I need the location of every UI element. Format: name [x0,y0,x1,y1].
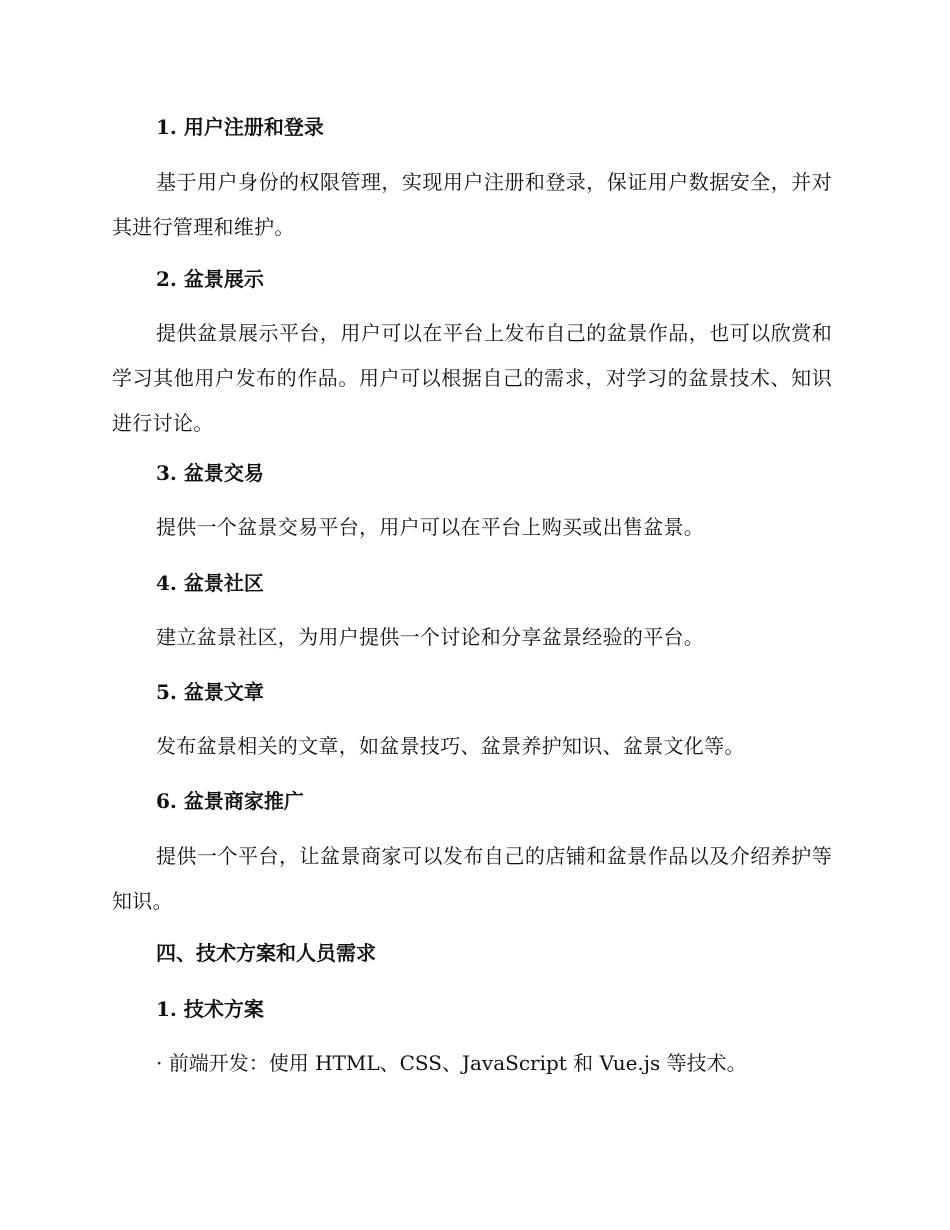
section-paragraph: 提供盆景展示平台，用户可以在平台上发布自己的盆景作品，也可以欣赏和学习其他用户发布的作品。用户可以根据自己的需求，对学习的盆景技术、知识进行讨论。 [112,321,832,435]
section-heading: 3. 盆景交易 [156,461,264,485]
section-bonsai-community-body [112,615,832,660]
section-heading: 1. 用户注册和登录 [156,115,324,139]
section-heading: 2. 盆景展示 [156,267,264,291]
tech-bullet-frontend: · 前端开发：使用 HTML、CSS、JavaScript 和 Vue.js 等技术。 [156,1051,747,1075]
tech-heading: 1. 技术方案 [156,997,264,1021]
tech-bullet-block [112,1048,832,1078]
section-user-registration [112,112,832,142]
chapter-four [112,938,832,968]
section-bonsai-display [112,264,832,294]
section-bonsai-merchant-body [112,834,832,924]
section-paragraph: 基于用户身份的权限管理，实现用户注册和登录，保证用户数据安全，并对其进行管理和维护。 [112,170,832,239]
section-paragraph: 发布盆景相关的文章，如盆景技巧、盆景养护知识、盆景文化等。 [156,734,745,758]
section-heading: 6. 盆景商家推广 [156,789,304,813]
chapter-heading: 四、技术方案和人员需求 [156,941,376,965]
section-bonsai-articles [112,677,832,707]
section-bonsai-trade-body [112,505,832,550]
section-bonsai-trade [112,458,832,488]
section-heading: 4. 盆景社区 [156,571,264,595]
section-bonsai-display-body [112,311,832,446]
section-paragraph: 提供一个平台，让盆景商家可以发布自己的店铺和盆景作品以及介绍养护等知识。 [112,844,832,913]
tech-plan [112,994,832,1024]
section-bonsai-merchant [112,786,832,816]
section-bonsai-articles-body [112,724,832,769]
section-heading: 5. 盆景文章 [156,680,264,704]
section-paragraph: 建立盆景社区，为用户提供一个讨论和分享盆景经验的平台。 [156,625,705,649]
section-paragraph: 提供一个盆景交易平台，用户可以在平台上购买或出售盆景。 [156,515,705,539]
section-bonsai-community [112,568,832,598]
section-user-registration-body [112,160,832,250]
